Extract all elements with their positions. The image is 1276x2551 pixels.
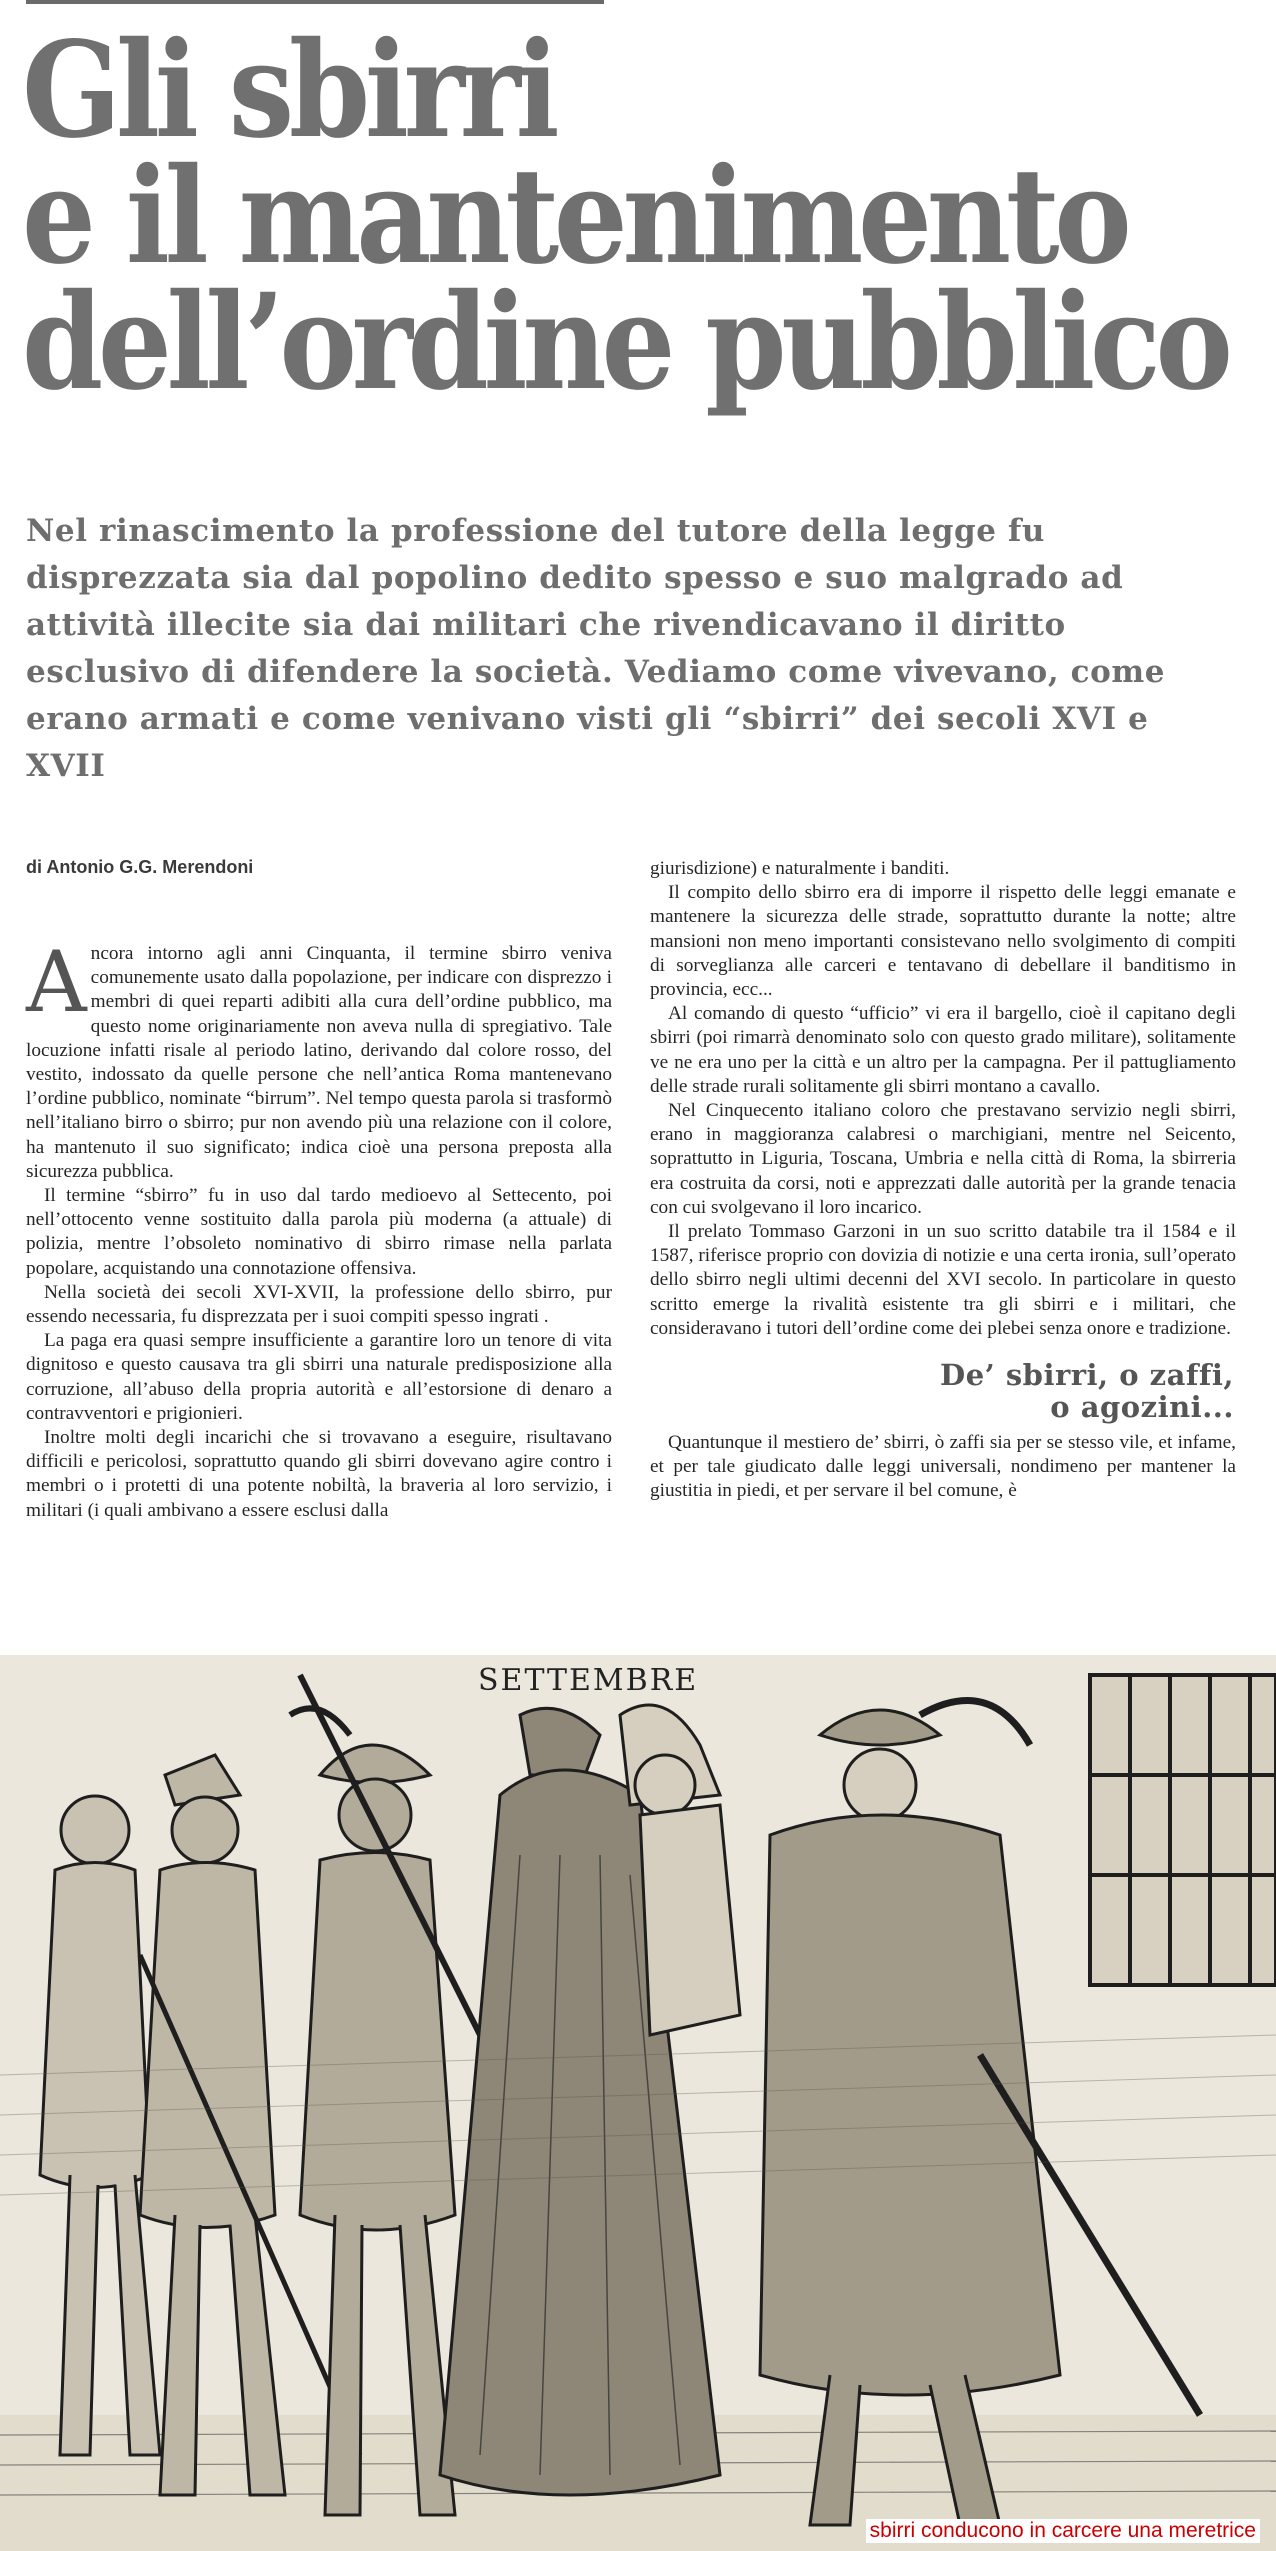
drop-cap: A (26, 933, 87, 1031)
headline (22, 13, 1228, 420)
left-paragraph-1-text: ncora intorno agli anni Cinquanta, il termine sbirro veniva comunemente usato dalla popolazione, per indicare con disprezzo i membri di quei reparti adibiti alla cura dell’ordine pubblico, ma questo nome originariamente non aveva nulla di spregiativo. Tale locuzione infatti risale al periodo latino, derivando dal colore rosso, del vestito, indossato da quelle persone che nell’antica Roma mantenevano l’ordine pubblico, nominate “birrum”. Nel tempo questa parola si trasformò nell’italiano birro o sbirro; pur non avendo più una relazione con il colore, ha mantenuto il suo significato; indica cioè una persona preposta alla sicurezza pubblica. (26, 943, 612, 1182)
subhead-line-1: De’ sbirri, o zaffi, (940, 1358, 1234, 1393)
left-paragraph-2: Il termine “sbirro” fu in uso dal tardo medioevo al Settecento, poi nell’ottocento venne sostituito dalla parola più moderna (a attuale) di polizia, mentre l’obsoleto nominativo di sbirro rimase nella parlata popolare, acquistando una connotazione offensiva. (26, 1185, 612, 1279)
left-column (26, 933, 612, 1523)
barred-window (1090, 1675, 1276, 1985)
left-paragraph-5: Inoltre molti degli incarichi che si trovavano a eseguire, risultavano difficili e pericolosi, soprattutto quando gli sbirri dovevano agire contro i membri o i protetti di una potente nobiltà, la braveria al loro servizio, i militari (i quali ambivano a essere esclusi dalla (26, 1427, 612, 1521)
right-paragraph-2: Al comando di questo “ufficio” vi era il bargello, cioè il capitano degli sbirri (poi rimarrà denominato solo con questo grado militare), solitamente ve ne era uno per la città e un altro per la campagna. Per il pattugliamento delle strade rurali solitamente gli sbirri montano a cavallo. (650, 1003, 1236, 1097)
subhead-line-2: o agozini... (1050, 1390, 1234, 1425)
right-column (650, 857, 1236, 1504)
engraving-drawing (0, 1655, 1276, 2551)
headline-line-2: e il mantenimento (22, 139, 1127, 294)
top-rule (26, 0, 604, 4)
headline-line-3: dell’ordine pubblico (22, 265, 1228, 420)
headline-line-1: Gli sbirri (22, 13, 555, 168)
left-paragraph-3: Nella società dei secoli XVI-XVII, la professione dello sbirro, pur essendo necessaria, fu disprezzata per i suoi compiti spesso ingrati . (26, 1281, 612, 1328)
deck-summary: Nel rinascimento la professione del tutore della legge fu disprezzata sia dal popolino dedito spesso e suo malgrado ad attività illecite sia dai militari che rivendicavano il diritto esclusivo di difendere la società. Vediamo come vivevano, come erano armati e come venivano visti gli “sbirri” dei secoli XVI e XVII (26, 513, 1166, 784)
section-subhead (650, 1359, 1236, 1423)
left-paragraph-4: La paga era quasi sempre insufficiente a garantire loro un tenore di vita dignitoso e questo causava tra gli sbirri una naturale predisposizione alla corruzione, all’abuso della propria autorità e all’estorsione di denaro a contravventori e prigionieri. (26, 1330, 612, 1424)
right-paragraph-5: Quantunque il mestiero de’ sbirri, ò zaffi sia per se stesso vile, et infame, et per tale giudicato dalle leggi universali, nondimeno per mantener la giustitia in piedi, et per servare il bel comune, è (650, 1432, 1236, 1502)
right-paragraph-1: Il compito dello sbirro era di imporre il rispetto delle leggi emanate e mantenere la sicurezza delle strade, soprattutto durante la notte; altre mansioni non meno importanti consistevano nello svolgimento di compiti di sorveglianza alle carceri e tentavano di debellare il banditismo in provincia, ecc... (650, 882, 1236, 1001)
right-paragraph-0: giurisdizione) e naturalmente i banditi. (650, 858, 950, 879)
left-paragraph-1 (26, 933, 612, 1184)
right-paragraph-3: Nel Cinquecento italiano coloro che prestavano servizio negli sbirri, erano in maggioranza calabresi o marchigiani, mentre nel Seicento, soprattutto in Liguria, Toscana, Umbria e nella città di Roma, la sbirreria era costruita da corsi, noti e apprezzati dalle autorità per la grande tenacia con cui svolgevano il loro incarico. (650, 1100, 1236, 1218)
engraving-illustration (0, 1655, 1276, 2551)
right-paragraph-4: Il prelato Tommaso Garzoni in un suo scritto databile tra il 1584 e il 1587, riferisce proprio con dovizia di notizie e una certa ironia, sull’operato dello sbirro negli ultimi decenni del XVI secolo. In particolare in questo scritto emerge la rivalità esistente tra gli sbirri e i militari, che consideravano i tutori dell’ordine come dei plebei senza onore e tradizione. (650, 1221, 1236, 1339)
illustration-caption: sbirri conducono in carcere una meretrice (866, 2519, 1260, 2543)
byline: di Antonio G.G. Merendoni (26, 857, 254, 877)
figure-guard-1 (40, 1796, 160, 2455)
engraving-inscription: SETTEMBRE (478, 1663, 699, 1698)
